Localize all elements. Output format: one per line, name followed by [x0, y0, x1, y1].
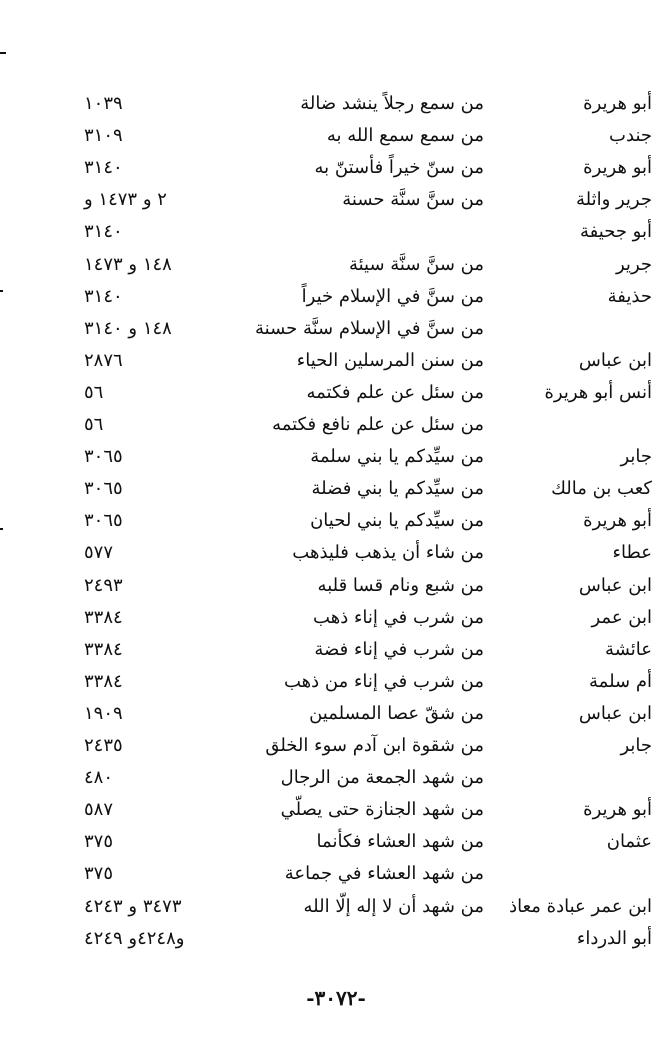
index-row	[0, 762, 672, 794]
index-row	[0, 281, 672, 313]
hadith-text-cell: من سنَّ في الإسلام سنَّة حسنة	[254, 317, 484, 339]
reference-numbers-cell: ٣٣٨٤	[84, 606, 123, 628]
hadith-text-cell: من سمع سمع الله به	[326, 125, 484, 147]
narrator-cell: جابر	[620, 735, 652, 756]
narrator-cell: أبو هريرة	[583, 510, 652, 532]
index-row	[0, 152, 672, 184]
index-row	[0, 377, 672, 409]
hadith-text-cell: من شهد العشاء في جماعة	[284, 863, 484, 885]
hadith-text-cell: من شقوة ابن آدم سوء الخلق	[265, 735, 484, 756]
narrator-cell: ابن عباس	[578, 574, 652, 596]
narrator-cell: كعب بن مالك	[551, 478, 652, 500]
narrator-cell: أبو الدرداء	[576, 927, 652, 949]
reference-numbers-cell: و٤٢٤٨و ٤٢٤٩	[84, 927, 185, 949]
index-row	[0, 88, 672, 120]
reference-numbers-cell: ٢٤٣٥	[84, 735, 123, 756]
narrator-cell	[500, 313, 652, 345]
reference-numbers-cell: ٣١٤٠	[84, 285, 123, 307]
reference-numbers-cell: ٣١٤٠	[84, 221, 123, 243]
index-row	[0, 794, 672, 826]
hadith-text-cell: من شهد أن لا إله إلّا الله	[303, 895, 484, 917]
index-row	[0, 505, 672, 537]
narrator-cell: ابن عمر عبادة معاذ	[509, 895, 652, 917]
narrator-cell: عثمان	[606, 831, 652, 853]
index-row	[0, 345, 672, 377]
hadith-text-cell	[264, 216, 484, 248]
reference-numbers-cell: ١٤٨ و ١٤٧٣	[84, 253, 172, 275]
index-row	[0, 249, 672, 281]
reference-numbers-cell: ٣١٤٠	[84, 157, 123, 179]
reference-numbers-cell: ٣٠٦٥	[84, 446, 123, 468]
narrator-cell: ابن عباس	[578, 349, 652, 371]
reference-numbers-cell: ٣١٠٩	[84, 125, 123, 147]
hadith-text-cell: من سنَّ في الإسلام خيراً	[301, 285, 484, 307]
reference-numbers-cell: ٥٦	[84, 381, 104, 403]
hadith-text-cell: من شهد الجمعة من الرجال	[280, 767, 484, 789]
reference-numbers-cell: ٥٨٧	[84, 799, 114, 821]
reference-numbers-cell: ١٠٣٩	[84, 93, 123, 114]
narrator-cell: جرير	[616, 253, 652, 275]
hadith-text-cell: من شرب في إناء ذهب	[313, 606, 484, 628]
hadith-text-cell: من سيِّدكم يا بني لحيان	[310, 510, 484, 532]
hadith-text-cell: من سنَّ سنَّة حسنة	[342, 189, 484, 211]
narrator-cell: أنس أبو هريرة	[544, 381, 652, 403]
hadith-text-cell: من شهد الجنازة حتى يصلّي	[280, 799, 484, 821]
index-row	[0, 184, 672, 216]
hadith-text-cell: من شبع ونام قسا قلبه	[317, 574, 484, 596]
narrator-cell: أبو جحيفة	[580, 221, 652, 243]
narrator-cell	[500, 409, 652, 441]
narrator-cell: أبو هريرة	[583, 93, 652, 114]
margin-mark-top	[0, 52, 6, 54]
hadith-text-cell: من شقّ عصا المسلمين	[309, 702, 484, 724]
hadith-text-cell: من سئل عن علم فكتمه	[306, 381, 484, 403]
reference-numbers-cell: ٢ و ١٤٧٣ و	[84, 189, 167, 211]
index-row	[0, 570, 672, 602]
narrator-cell: عطاء	[612, 542, 652, 564]
index-row	[0, 891, 672, 923]
reference-numbers-cell: ٣٠٦٥	[84, 478, 123, 500]
reference-numbers-cell: ٢٤٩٣	[84, 574, 123, 596]
page-number: -٣٠٧٢-	[306, 986, 366, 1010]
narrator-cell	[500, 762, 652, 794]
index-row	[0, 826, 672, 858]
reference-numbers-cell: ٥٧٧	[84, 542, 114, 564]
narrator-cell: جابر	[620, 446, 652, 468]
hadith-text-cell: من سنّ خيراً فأستنّ به	[314, 157, 484, 179]
narrator-cell: حذيفة	[607, 285, 652, 307]
index-row	[0, 473, 672, 505]
hadith-text-cell: من شرب في إناء من ذهب	[283, 670, 484, 692]
hadith-text-cell: من سمع رجلاً ينشد ضالة	[300, 93, 484, 114]
reference-numbers-cell: ١٩٠٩	[84, 702, 123, 724]
hadith-text-cell: من سنن المرسلين الحياء	[296, 349, 484, 371]
index-row	[0, 666, 672, 698]
narrator-cell: جندب	[609, 125, 652, 147]
narrator-cell: أبو هريرة	[583, 799, 652, 821]
narrator-cell: ابن عباس	[578, 702, 652, 724]
reference-numbers-cell: ٢٨٧٦	[84, 349, 123, 371]
hadith-text-cell: من سيِّدكم يا بني سلمة	[310, 446, 484, 468]
narrator-cell: ابن عمر	[591, 606, 652, 628]
hadith-text-cell: من شاء أن يذهب فليذهب	[292, 542, 484, 564]
hadith-text-cell: من سئل عن علم نافع فكتمه	[272, 414, 484, 435]
narrator-cell	[500, 858, 652, 890]
index-row	[0, 441, 672, 473]
index-row	[0, 409, 672, 441]
hadith-text-cell: من شهد العشاء فكأنما	[316, 831, 484, 853]
narrator-cell: أبو هريرة	[583, 157, 652, 179]
narrator-cell: جرير واثلة	[575, 189, 652, 211]
reference-numbers-cell: ٤٨٠	[84, 767, 114, 789]
reference-numbers-cell: ٣٠٦٥	[84, 510, 123, 532]
narrator-cell: عائشة	[605, 638, 652, 660]
index-row	[0, 923, 672, 955]
reference-numbers-cell: ١٤٨ و ٣١٤٠	[84, 317, 172, 339]
index-row	[0, 858, 672, 890]
hadith-text-cell: من شرب في إناء فضة	[314, 638, 484, 660]
index-row	[0, 634, 672, 666]
hadith-text-cell	[264, 923, 484, 955]
index-row	[0, 120, 672, 152]
index-row	[0, 313, 672, 345]
reference-numbers-cell: ٣٤٧٣ و ٤٢٤٣	[84, 895, 182, 917]
narrator-cell: أم سلمة	[589, 670, 652, 692]
hadith-text-cell: من سيِّدكم يا بني فضلة	[311, 478, 484, 500]
index-row	[0, 698, 672, 730]
reference-numbers-cell: ٥٦	[84, 414, 104, 435]
index-row	[0, 602, 672, 634]
index-row	[0, 216, 672, 248]
index-row	[0, 537, 672, 569]
hadith-text-cell: من سنَّ سنَّة سيئة	[348, 253, 484, 275]
reference-numbers-cell: ٣٧٥	[84, 831, 114, 853]
reference-numbers-cell: ٣٧٥	[84, 863, 114, 885]
index-row	[0, 730, 672, 762]
reference-numbers-cell: ٣٣٨٤	[84, 670, 123, 692]
reference-numbers-cell: ٣٣٨٤	[84, 638, 123, 660]
